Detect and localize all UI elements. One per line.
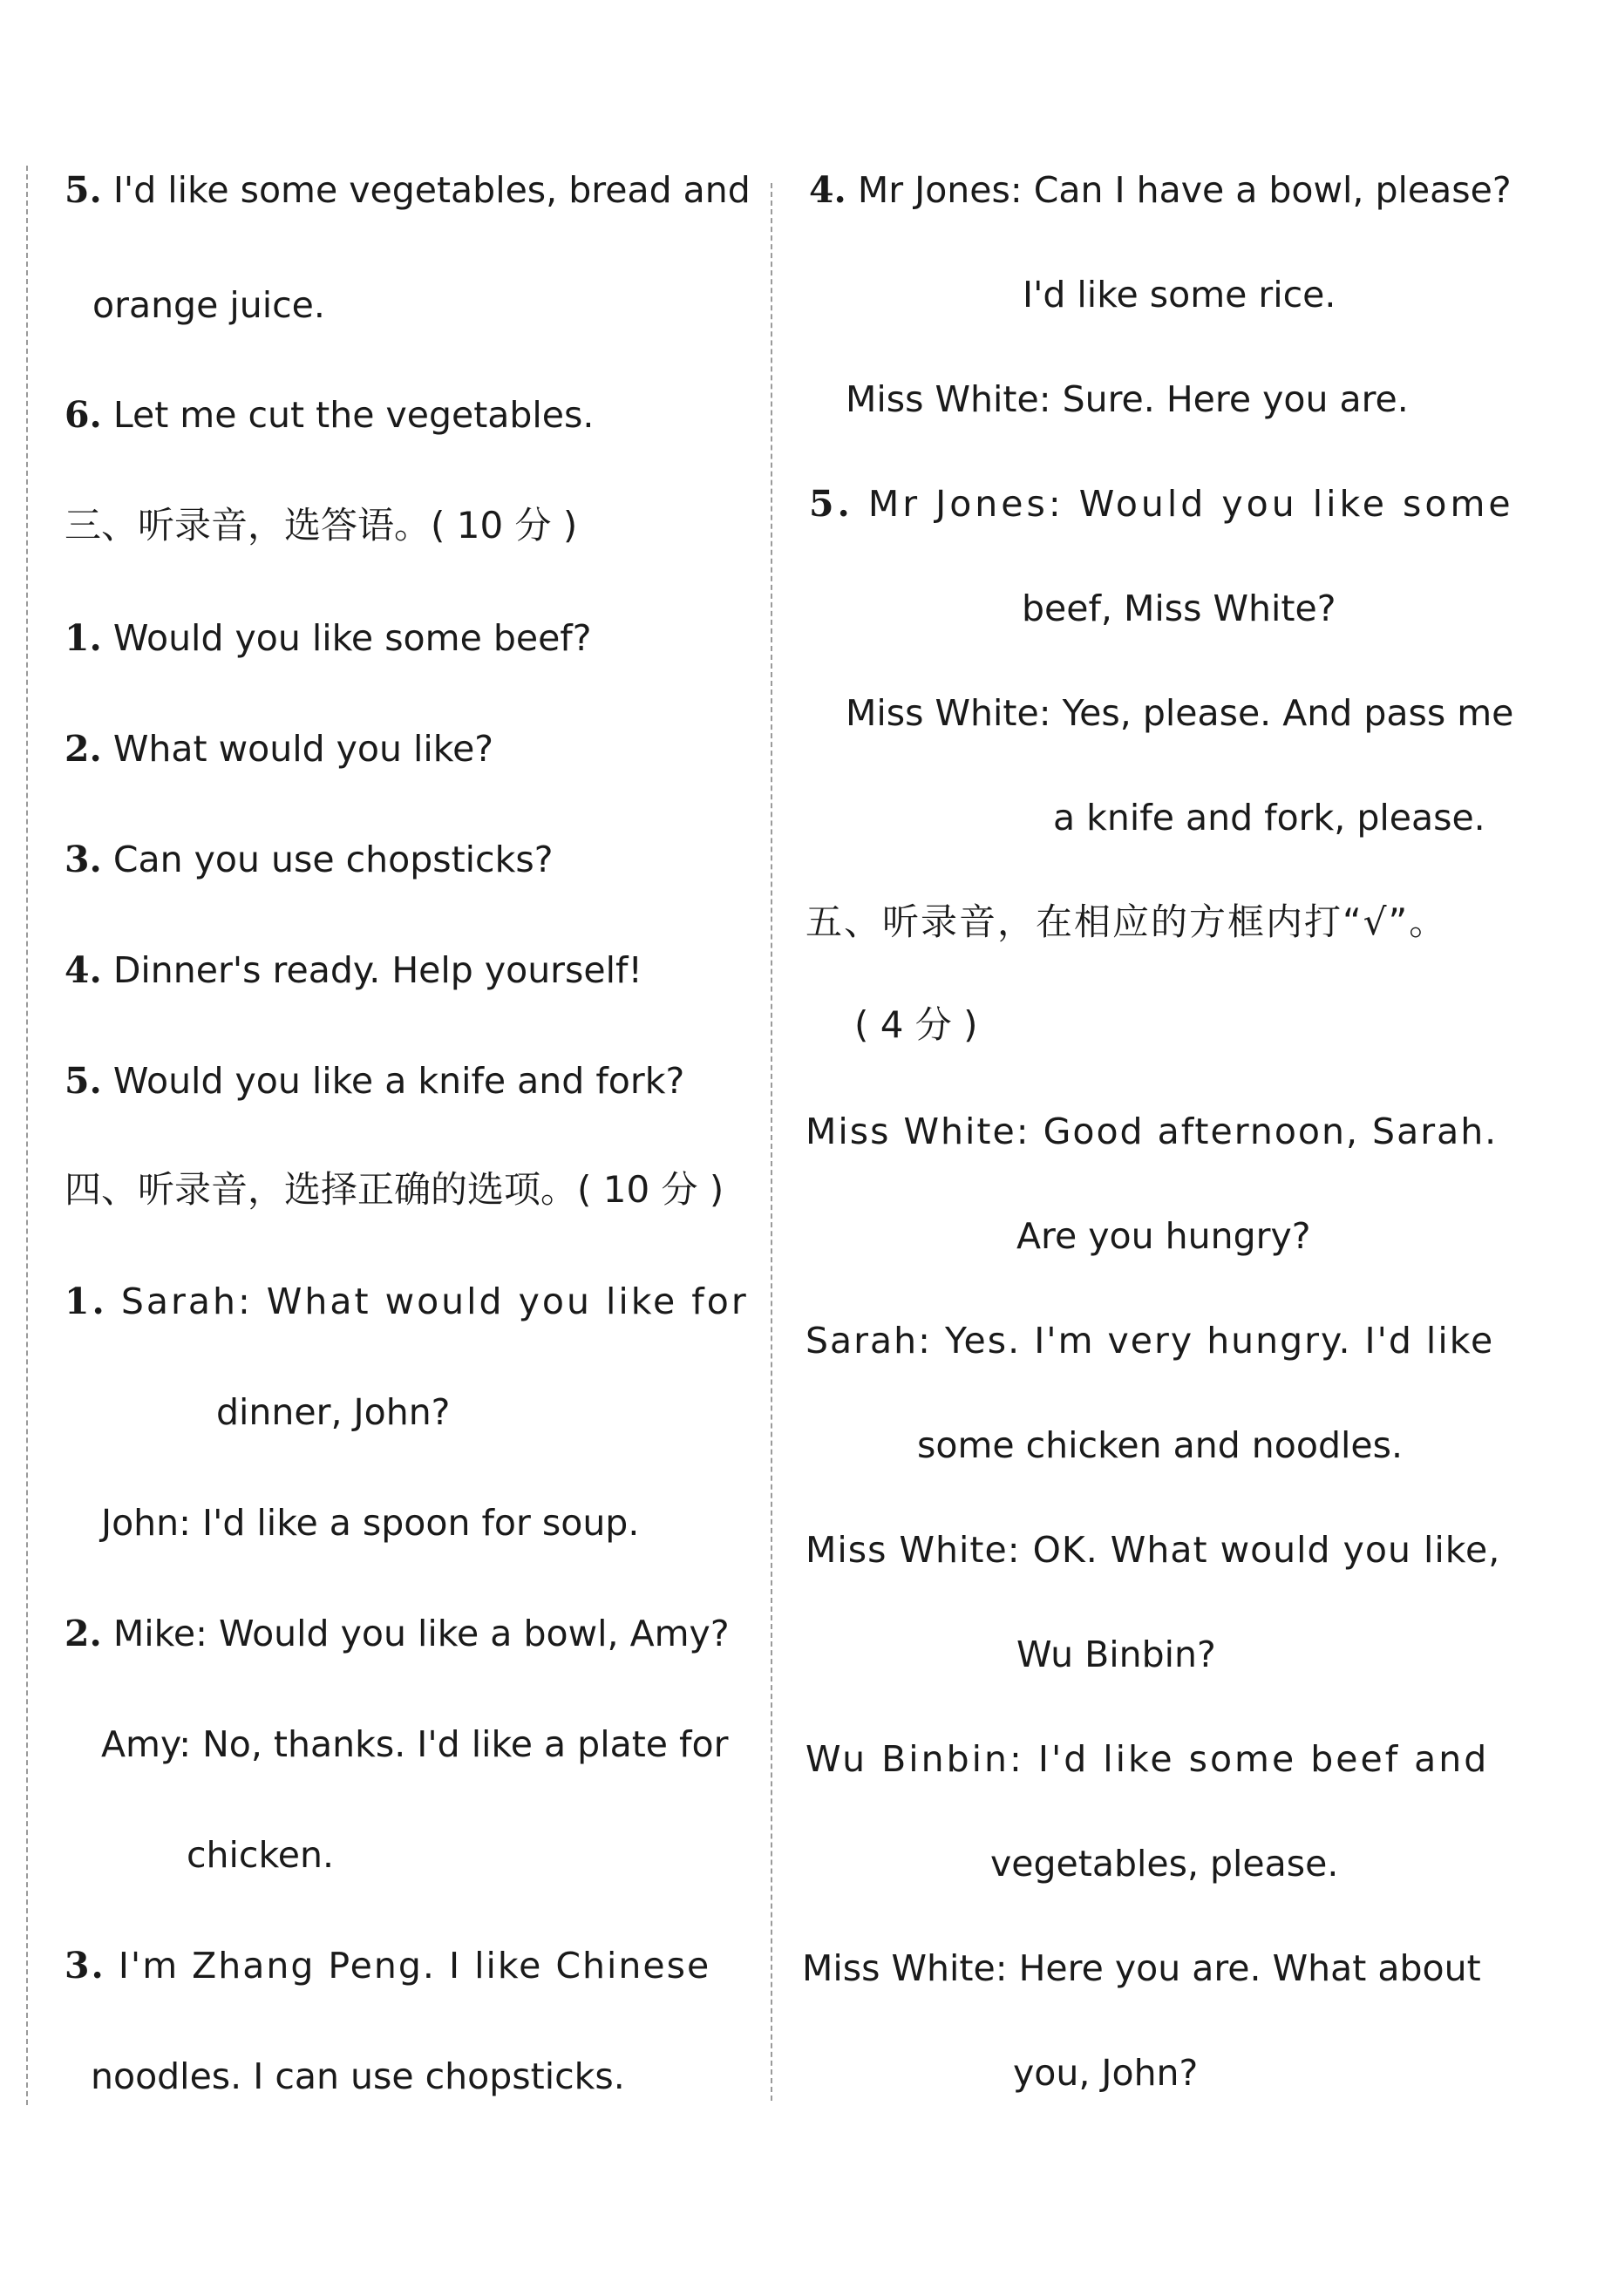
item-number: 5. <box>65 169 102 211</box>
item-text: What would you like? <box>101 728 494 770</box>
item-number: 6. <box>65 394 102 436</box>
dialogue-line: Wu Binbin? <box>1016 1634 1216 1675</box>
s4-item-4-reply: Miss White: Sure. Here you are. <box>846 378 1409 420</box>
item-text: I'd like some vegetables, bread and <box>101 169 751 211</box>
section-5-score: ( 4 分 ) <box>854 1003 978 1046</box>
s4-item-3-continuation: noodles. I can use chopsticks. <box>91 2055 625 2097</box>
dialogue-line: you, John? <box>1013 2052 1199 2094</box>
section-3-heading: 三、听录音，选答语。( 10 分 ) <box>65 504 578 547</box>
item-number: 1. <box>65 1280 107 1322</box>
s3-item-2 <box>65 724 493 773</box>
dialogue-line: Wu Binbin: I'd like some beef and <box>806 1738 1490 1780</box>
s2-item-5-continuation: orange juice. <box>92 284 325 326</box>
item-text: Mike: Would you like a bowl, Amy? <box>101 1613 730 1654</box>
s3-item-4 <box>65 946 642 995</box>
section-5-heading: 五、听录音，在相应的方框内打“√”。 <box>806 900 1448 943</box>
item-text: Mr Jones: Can I have a bowl, please? <box>846 169 1512 211</box>
item-text: Dinner's ready. Help yourself! <box>101 949 642 991</box>
s4-item-5-continuation: beef, Miss White? <box>1022 588 1336 629</box>
column-divider <box>771 183 772 2101</box>
item-number: 5. <box>809 483 853 525</box>
s4-item-2 <box>65 1609 730 1658</box>
item-number: 2. <box>65 1613 102 1654</box>
item-number: 4. <box>809 169 846 211</box>
dialogue-line: vegetables, please. <box>990 1843 1339 1885</box>
item-text: Sarah: What would you like for <box>106 1280 749 1322</box>
s4-item-1 <box>65 1277 749 1326</box>
s3-item-1 <box>65 614 592 662</box>
item-number: 3. <box>65 1945 105 1987</box>
item-text: Let me cut the vegetables. <box>101 394 595 436</box>
item-number: 4. <box>65 949 102 991</box>
s4-item-3 <box>65 1941 710 1990</box>
item-number: 3. <box>65 839 102 880</box>
s3-item-3 <box>65 835 553 884</box>
s4-item-2-reply-continuation: chicken. <box>187 1834 334 1876</box>
s3-item-5 <box>65 1056 684 1105</box>
s4-item-2-reply: Amy: No, thanks. I'd like a plate for <box>101 1723 729 1765</box>
s4-item-5 <box>809 479 1514 528</box>
s4-item-4 <box>809 166 1512 214</box>
item-text: Can you use chopsticks? <box>101 839 554 880</box>
s4-item-5-reply: Miss White: Yes, please. And pass me <box>846 692 1514 734</box>
s2-item-6 <box>65 391 594 439</box>
item-number: 1. <box>65 617 102 659</box>
dialogue-line: some chicken and noodles. <box>917 1424 1403 1466</box>
s4-item-1-continuation: dinner, John? <box>216 1391 451 1433</box>
item-text: Mr Jones: Would you like some <box>853 483 1514 525</box>
s2-item-5 <box>65 166 751 214</box>
dialogue-line: Are you hungry? <box>1016 1215 1311 1257</box>
item-number: 2. <box>65 728 102 770</box>
item-text: I'm Zhang Peng. I like Chinese <box>105 1945 711 1987</box>
item-text: Would you like a knife and fork? <box>101 1060 685 1102</box>
item-text: Would you like some beef? <box>101 617 592 659</box>
section-4-heading: 四、听录音，选择正确的选项。( 10 分 ) <box>65 1168 724 1211</box>
binding-margin-rule <box>26 166 28 2105</box>
dialogue-line: Miss White: Good afternoon, Sarah. <box>806 1111 1499 1152</box>
s4-item-1-reply: John: I'd like a spoon for soup. <box>101 1502 640 1544</box>
s4-item-5-reply-continuation: a knife and fork, please. <box>1053 797 1485 839</box>
dialogue-line: Miss White: OK. What would you like, <box>806 1529 1501 1571</box>
dialogue-line: Sarah: Yes. I'm very hungry. I'd like <box>806 1320 1495 1362</box>
dialogue-line: Miss White: Here you are. What about <box>802 1947 1481 1989</box>
s4-item-4-continuation: I'd like some rice. <box>1023 274 1336 316</box>
item-number: 5. <box>65 1060 102 1102</box>
